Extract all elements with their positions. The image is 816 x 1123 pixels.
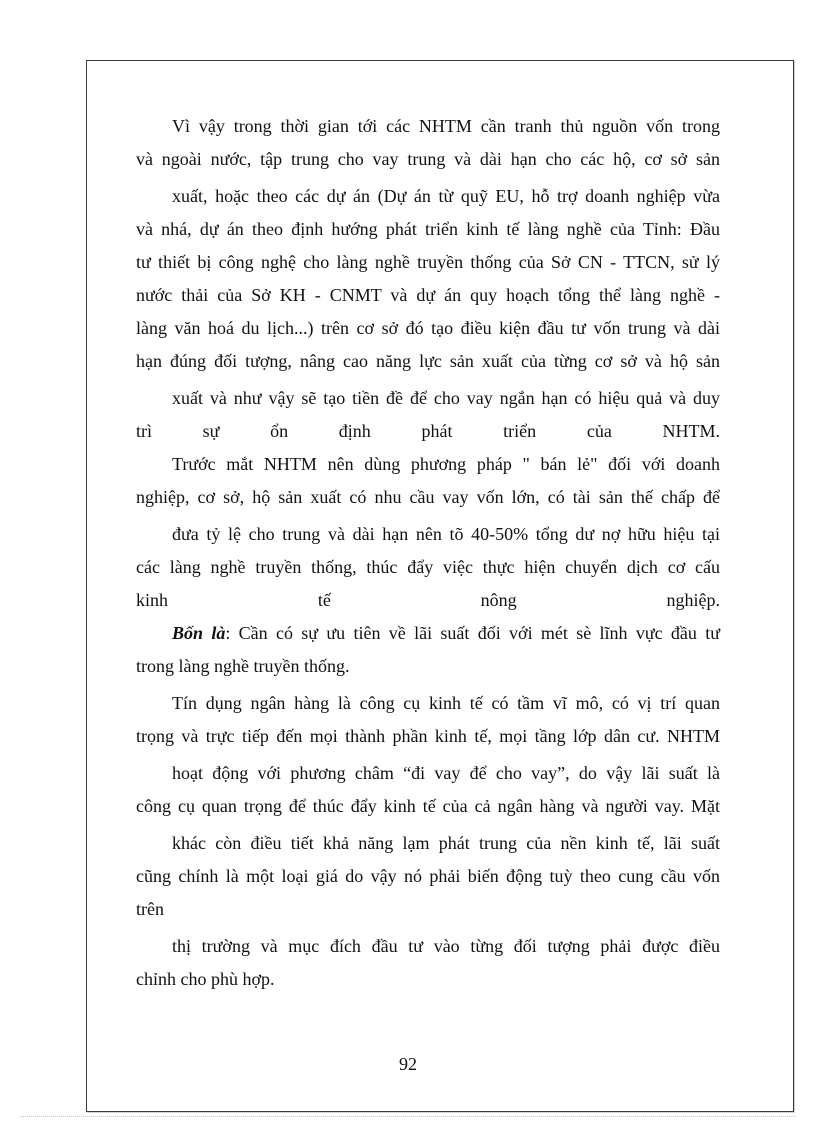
paragraph-line: nghiệp, cơ sở, hộ sản xuất có nhu cầu vay vốn lớn, có tài sản thế chấp để	[136, 487, 720, 507]
paragraph-line: và ngoài nước, tập trung cho vay trung và dài hạn cho các hộ, cơ sở sản	[136, 149, 720, 169]
paragraph-line: xuất, hoặc theo các dự án (Dự án từ quỹ EU, hỗ trợ doanh nghiệp vừa	[172, 186, 720, 206]
paragraph-line: các làng nghề truyền thống, thúc đẩy việc thực hiện chuyển dịch cơ cấu	[136, 557, 720, 577]
paragraph-line: hạn đúng đối tượng, nâng cao năng lực sản xuất của từng cơ sở và hộ sản	[136, 351, 720, 371]
paragraph-line: xuất và như vậy sẽ tạo tiền đề để cho vay ngắn hạn có hiệu quả và duy	[172, 388, 720, 408]
paragraph-line: làng văn hoá du lịch...) trên cơ sở đó tạo điều kiện đầu tư vốn trung và dài	[136, 318, 720, 338]
paragraph-line: trong làng nghề truyền thống.	[136, 656, 350, 676]
paragraph-line: trọng và trực tiếp đến mọi thành phần kinh tế, mọi tầng lớp dân cư. NHTM	[136, 726, 720, 746]
paragraph-line: Tín dụng ngân hàng là công cụ kinh tế có tầm vĩ mô, có vị trí quan	[172, 693, 720, 713]
paragraph-line: đưa tỷ lệ cho trung và dài hạn nên tõ 40-50% tổng dư nợ hữu hiệu tại	[172, 524, 720, 544]
paragraph-line: thị trường và mục đích đầu tư vào từng đối tượng phải được điều	[172, 936, 720, 956]
paragraph-line: Trước mắt NHTM nên dùng phương pháp " bán lẻ" đối với doanh	[172, 454, 720, 474]
paragraph-line: công cụ quan trọng để thúc đẩy kinh tế của cả ngân hàng và người vay. Mặt	[136, 796, 720, 816]
section-lead: Bốn là	[172, 623, 226, 643]
paragraph-line: nước thải của Sở KH - CNMT và dự án quy hoạch tổng thể làng nghề -	[136, 285, 720, 305]
paragraph-line: Vì vậy trong thời gian tới các NHTM cần tranh thủ nguồn vốn trong	[172, 116, 720, 136]
paragraph-text: : Cần có sự ưu tiên về lãi suất đối với mét sè lĩnh vực đầu tư	[225, 623, 720, 643]
paragraph-line: cũng chính là một loại giá do vậy nó phải biến động tuỳ theo cung cầu vốn	[136, 866, 720, 886]
paragraph-line	[136, 617, 720, 650]
paragraph-line: kinh tế nông nghiệp.	[136, 590, 720, 610]
paragraph-line: chỉnh cho phù hợp.	[136, 969, 275, 989]
paragraph-line: trên	[136, 899, 164, 919]
paragraph-line: hoạt động với phương châm “đi vay để cho vay”, do vậy lãi suất là	[172, 763, 720, 783]
paragraph-line: và nhá, dự án theo định hướng phát triển kinh tế làng nghề của Tỉnh: Đầu	[136, 219, 720, 239]
page-separator	[20, 1116, 796, 1117]
paragraph-line: trì sự ổn định phát triển của NHTM.	[136, 421, 720, 441]
document-body	[136, 110, 720, 996]
paragraph-line: khác còn điều tiết khả năng lạm phát trung của nền kinh tế, lãi suất	[172, 833, 720, 853]
paragraph-line: tư thiết bị công nghệ cho làng nghề truyền thống của Sở CN - TTCN, sử lý	[136, 252, 720, 272]
page-number: 92	[399, 1054, 417, 1074]
